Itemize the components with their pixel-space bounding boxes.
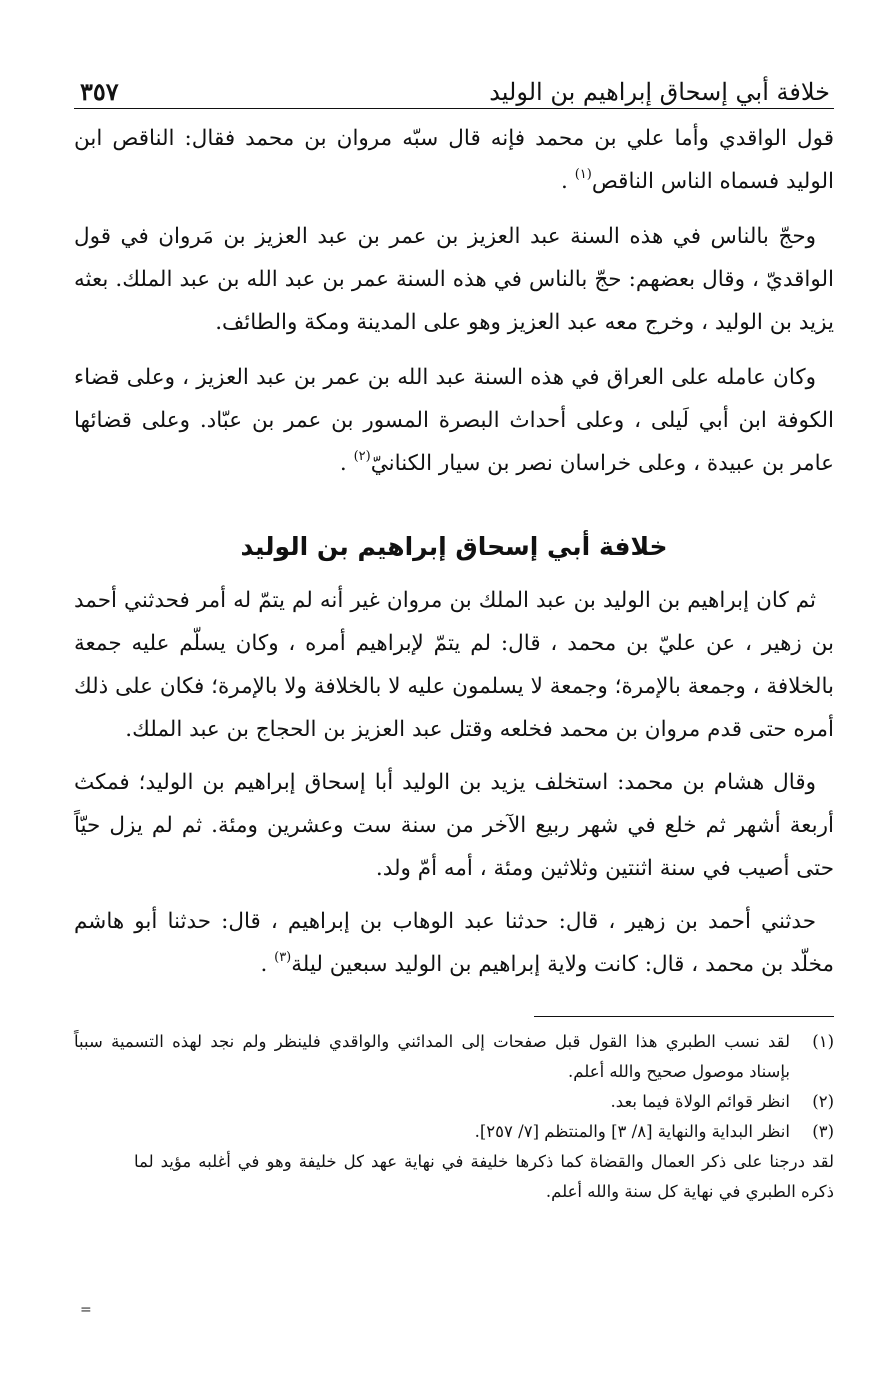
footnote-ref-2: (٢) [353, 449, 371, 464]
footnote-ref-3: (٣) [274, 950, 292, 965]
footnote-text: انظر البداية والنهاية [٨/ ٣] والمنتظم [٧/ ٢٥٧]. [474, 1122, 790, 1141]
footnote-number: (٣) [812, 1122, 834, 1141]
footnote-divider [534, 1016, 834, 1017]
footnote-1 [74, 1027, 834, 1087]
paragraph-1-text: قول الواقدي وأما علي بن محمد فإنه قال سبّه مروان بن محمد فقال: الناقص ابن الوليد فسماه الناس الناقص [74, 126, 834, 194]
paragraph-6-end: . [260, 952, 275, 977]
footnote-text: انظر قوائم الولاة فيما بعد. [610, 1092, 790, 1111]
running-header [74, 62, 834, 109]
footnote-text: لقد نسب الطبري هذا القول قبل صفحات إلى المدائني والواقدي فلينظر ولم نجد لهذه التسمية سبباً بإسناد موصول صحيح والله أعلم. [74, 1032, 790, 1081]
paragraph-6-text: حدثني أحمد بن زهير ، قال: حدثنا عبد الوهاب بن إبراهيم ، قال: حدثنا أبو هاشم مخلّد بن محمد ، قال: كانت ولاية إبراهيم بن الوليد سبعين ليلة [74, 909, 834, 977]
footnotes [74, 1027, 834, 1207]
paragraph-6 [74, 900, 834, 986]
continuation-mark: = [80, 1302, 92, 1318]
section-heading: خلافة أبي إسحاق إبراهيم بن الوليد [240, 532, 668, 561]
paragraph-3-text: وكان عامله على العراق في هذه السنة عبد الله بن عمر بن عبد العزيز ، وعلى قضاء الكوفة ابن أبي لَيلى ، وعلى أحداث البصرة المسور بن عمر بن عبّاد. وعلى قضائها عامر بن عبيدة ، وعلى خراسان نصر بن سيار الكنانيّ [74, 365, 834, 476]
footnote-ref-1: (١) [574, 167, 592, 182]
footnote-note: لقد درجنا على ذكر العمال والقضاة كما ذكرها خليفة في نهاية عهد كل خليفة وهو في أغلبه مؤيد لما ذكره الطبري في نهاية كل سنة والله أعلم. [134, 1152, 834, 1201]
running-title: خلافة أبي إسحاق إبراهيم بن الوليد [489, 78, 830, 106]
paragraph-2: وحجّ بالناس في هذه السنة عبد العزيز بن عمر بن عبد العزيز بن مَروان في قول الواقديّ ، وقال بعضهم: حجّ بالناس في هذه السنة عمر بن عبد الله بن عبد الملك. بعثه يزيد بن الوليد ، وخرج معه عبد العزيز وهو على المدينة ومكة والطائف. [74, 224, 834, 335]
paragraph-1 [74, 117, 834, 203]
page-number: ٣٥٧ [80, 77, 119, 106]
footnote-number: (١) [812, 1032, 834, 1051]
footnote-3 [74, 1117, 834, 1147]
paragraph-1-end: . [561, 169, 575, 194]
book-page [74, 62, 834, 1207]
paragraph-3 [74, 356, 834, 485]
footnote-number: (٢) [812, 1092, 834, 1111]
paragraph-3-end: . [339, 451, 354, 476]
paragraph-5: وقال هشام بن محمد: استخلف يزيد بن الوليد أبا إسحاق إبراهيم بن الوليد؛ فمكث أربعة أشهر ثم خلع في شهر ربيع الآخر من سنة ست وعشرين ومئة. ثم لم يزل حيّاً حتى أصيب في سنة اثنتين وثلاثين ومئة ، أمه أمّ ولد. [74, 770, 834, 881]
footnote-2 [74, 1087, 834, 1117]
paragraph-4: ثم كان إبراهيم بن الوليد بن عبد الملك بن مروان غير أنه لم يتمّ له أمر فحدثني أحمد بن زهير ، عن عليّ بن محمد ، قال: لم يتمّ لإبراهيم أمره ، وكان يسلّم عليه جمعة بالخلافة ، وجمعة بالإمرة؛ وجمعة لا يسلمون عليه لا بالخلافة ولا بالإمرة؛ فكان على ذلك أمره حتى قدم مروان بن محمد فخلعه وقتل عبد العزيز بن الحجاج بن عبد الملك. [74, 588, 834, 742]
